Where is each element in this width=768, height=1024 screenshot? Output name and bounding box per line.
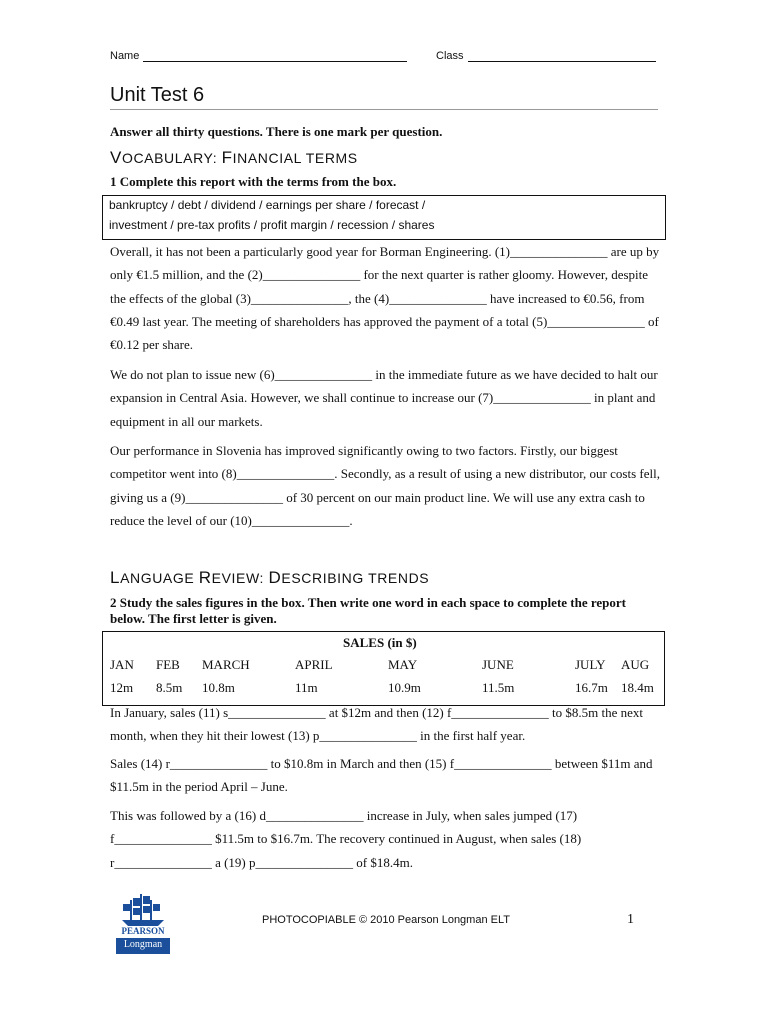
- name-label: Name: [110, 50, 140, 62]
- word-box: [102, 195, 666, 240]
- name-field[interactable]: [110, 48, 407, 62]
- month-cell: JAN: [110, 657, 134, 672]
- value-cell: 10.9m: [388, 680, 421, 695]
- section2-heading-rest3: ESCRIBING TRENDS: [281, 570, 430, 586]
- class-label: Class: [436, 50, 464, 62]
- value-cell: 11.5m: [482, 680, 515, 695]
- month-cell: AUG: [621, 657, 650, 672]
- month-cell: JUNE: [482, 657, 514, 672]
- page-title: Unit Test 6: [110, 84, 205, 106]
- month-cell: MAY: [388, 657, 418, 672]
- month-cell: JULY: [575, 657, 606, 672]
- logo-top-text: PEARSON: [121, 926, 165, 936]
- name-line[interactable]: [143, 48, 407, 62]
- section1-paragraph-2: We do not plan to issue new (6)_______________ in the immediate future as we have decided to halt our expansion in Central Asia. However, we shall continue to increase our (7)_______________ in plant and equipment in all our markets.: [110, 367, 658, 429]
- value-cell: 18.4m: [621, 680, 654, 695]
- section1-instruction: 1 Complete this report with the terms from the box.: [110, 174, 397, 189]
- section2-instruction: 2 Study the sales figures in the box. Then write one word in each space to complete the report below. The first letter is given.: [110, 595, 627, 626]
- section2-heading-rest2: EVIEW: [211, 570, 260, 586]
- section1-paragraph-1: Overall, it has not been a particularly good year for Borman Engineering. (1)_______________ are up by only €1.5 million, and the (2)_______________ for the next quarter is rather gloomy. However, despite the effects of the global (3)_______________, the (4)_______________ have increased to €0.56, from €0.49 last year. The meeting of shareholders has approved the payment of a total (5)_______________ of €0.12 per share.: [110, 244, 660, 353]
- word-box-line1: bankruptcy / debt / dividend / earnings per share / forecast /: [109, 198, 426, 212]
- section2-heading-cap2: R: [198, 568, 212, 587]
- pearson-longman-logo: [116, 892, 170, 954]
- value-cell: 12m: [110, 680, 134, 695]
- page-number: 1: [627, 912, 634, 927]
- section2-paragraph-1: In January, sales (11) s_______________ at $12m and then (12) f_______________ to $8.5m the next month, when they hit their lowest (13) p_______________ in the first half year.: [110, 705, 644, 744]
- copyright-notice: PHOTOCOPIABLE © 2010 Pearson Longman ELT: [262, 914, 510, 926]
- section2-heading-cap1: L: [110, 568, 121, 587]
- value-cell: 8.5m: [156, 680, 183, 695]
- section1-heading-cap1: V: [110, 148, 122, 167]
- section2-paragraph-2: Sales (14) r_______________ to $10.8m in March and then (15) f_______________ between $11m and $11.5m in the period April – June.: [110, 756, 653, 795]
- section1-heading-cap2: F: [221, 148, 233, 167]
- value-cell: 16.7m: [575, 680, 608, 695]
- class-field[interactable]: [436, 48, 656, 62]
- class-line[interactable]: [468, 48, 656, 62]
- student-info-row: [110, 48, 658, 68]
- section2-heading-cap3: D: [268, 568, 282, 587]
- value-cell: 10.8m: [202, 680, 235, 695]
- section1-heading-rest1: OCABULARY: [121, 150, 213, 166]
- section2-heading: [110, 568, 429, 588]
- month-cell: APRIL: [295, 657, 333, 672]
- section2-paragraph-3: This was followed by a (16) d_______________ increase in July, when sales jumped (17) f_______________ $11.5m to $16.7m. The recovery continued in August, when sales (18) r_______________ a (19) p_______________ of $18.4m.: [110, 808, 582, 870]
- section2-heading-rest1: ANGUAGE: [120, 570, 199, 586]
- sales-table: [102, 631, 665, 706]
- title-divider: [110, 109, 658, 110]
- section1-paragraph-3: Our performance in Slovenia has improved significantly owing to two factors. Firstly, our biggest competitor went into (8)_______________. Secondly, as a result of using a new distributor, our costs fell, giving us a (9)_______________ of 30 percent on our main product line. We will use any extra cash to reduce the level of our (10)_______________.: [110, 443, 660, 528]
- section1-heading-sep: :: [212, 150, 222, 166]
- month-cell: FEB: [156, 657, 180, 672]
- word-box-line2: investment / pre-tax profits / profit margin / recession / shares: [109, 218, 435, 232]
- section1-heading: [110, 148, 358, 168]
- value-cell: 11m: [295, 680, 318, 695]
- month-cell: MARCH: [202, 657, 250, 672]
- general-instruction: Answer all thirty questions. There is one mark per question.: [110, 124, 443, 139]
- section2-heading-sep: :: [259, 570, 269, 586]
- section1-heading-rest2: INANCIAL TERMS: [232, 150, 358, 166]
- sales-table-title: SALES (in $): [343, 635, 417, 650]
- logo-bottom-text: Longman: [123, 939, 163, 950]
